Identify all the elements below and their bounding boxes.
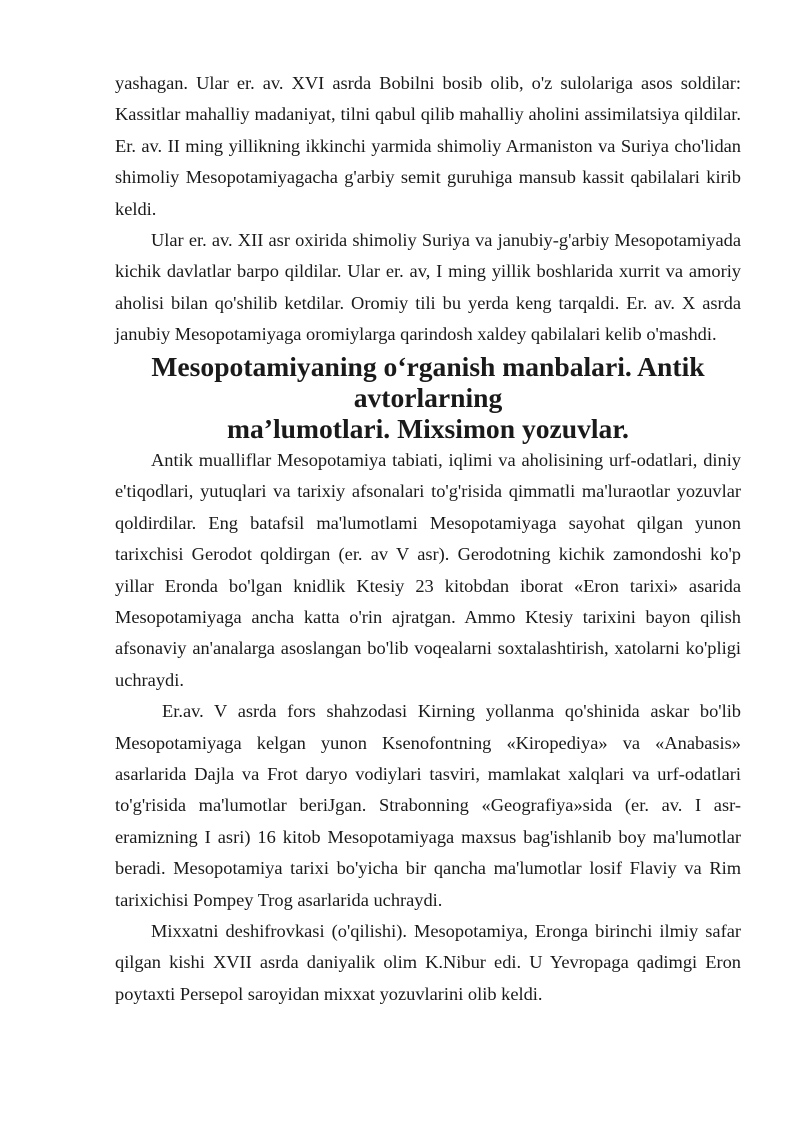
heading-line-2: ma’lumotlari. Mixsimon yozuvlar. <box>227 413 629 445</box>
section-heading <box>115 351 741 445</box>
paragraph-kassites: yashagan. Ular er. av. XVI asrda Bobilni bosib olib, o'z sulolariga asos soldilar: Kassitlar mahalliy madaniyat, tilni qabul qilib mahalliy aholini assimilatsiya qildilar. Er. av. II ming yillikning ikkinchi yarmida shimoliy Armaniston va Suriya cho'lidan shimoliy Mesopotamiyagacha g'arbiy semit guruhiga mansub kassit qabilalari kirib keldi. <box>115 73 741 219</box>
document-page <box>115 68 741 1010</box>
paragraph-antique-authors: Antik mualliflar Mesopotamiya tabiati, iqlimi va aholisining urf-odatlari, diniy e'tiqodlari, yutuqlari va tarixiy afsonalari to'g'risida qimmatli ma'luraotlar yozuvlar qoldirdilar. Eng batafsil ma'lumotlami Mesopotamiyaga sayohat qilgan yunon tarixchisi Gerodot qoldirgan (er. av V asr). Gerodotning kichik zamondoshi ko'p yillar Eronda bo'lgan knidlik Ktesiy 23 kitobdan iborat «Eron tarixi» asarida Mesopotamiyaga ancha katta o'rin ajratgan. Ammo Ktesiy tarixini bayon qilish afsonaviy an'analarga asoslangan bo'lib voqealarni soxtalashtirish, xatolarni ko'pligi uchraydi. <box>115 449 741 690</box>
heading-line-1: Mesopotamiyaning o‘rganish manbalari. Antik avtorlarning <box>151 350 705 414</box>
paragraph-arameans: Ular er. av. XII asr oxirida shimoliy Suriya va janubiy-g'arbiy Mesopotamiyada kichik davlatlar barpo qildilar. Ular er. av, I ming yillik boshlarida xurrit va amoriy aholisi bilan qo'shilib ketdilar. Oromiy tili bu yerda keng tarqaldi. Er. av. X asrda janubiy Mesopotamiyaga oromiylarga qarindosh xaldey qabilalari kelib o'mashdi. <box>115 230 741 345</box>
paragraph-cuneiform-decipherment: Mixxatni deshifrovkasi (o'qilishi). Mesopotamiya, Eronga birinchi ilmiy safar qilgan kishi XVII asrda daniyalik olim K.Nibur edi. U Yevropaga qadimgi Eron poytaxti Persepol saroyidan mixxat yozuvlarini olib keldi. <box>115 920 741 1004</box>
paragraph-xenophon-strabo: Er.av. V asrda fors shahzodasi Kirning yollanma qo'shinida askar bo'lib Mesopotamiyaga kelgan yunon Ksenofontning «Kiropediya» va «Anabasis» asarlarida Dajla va Frot daryo vodiylari tasviri, mamlakat xalqlari va urf-odatlari to'g'risida ma'lumotlar beriJgan. Strabonning «Geografiya»sida (er. av. I asr-eramizning I asri) 16 kitob Mesopotamiyaga maxsus bag'ishlanib boy ma'lumotlar beradi. Mesopotamiya tarixi bo'yicha bir qancha ma'lumotlar losif Flaviy va Rim tarixichisi Pompey Trog asarlarida uchraydi. <box>115 701 741 910</box>
